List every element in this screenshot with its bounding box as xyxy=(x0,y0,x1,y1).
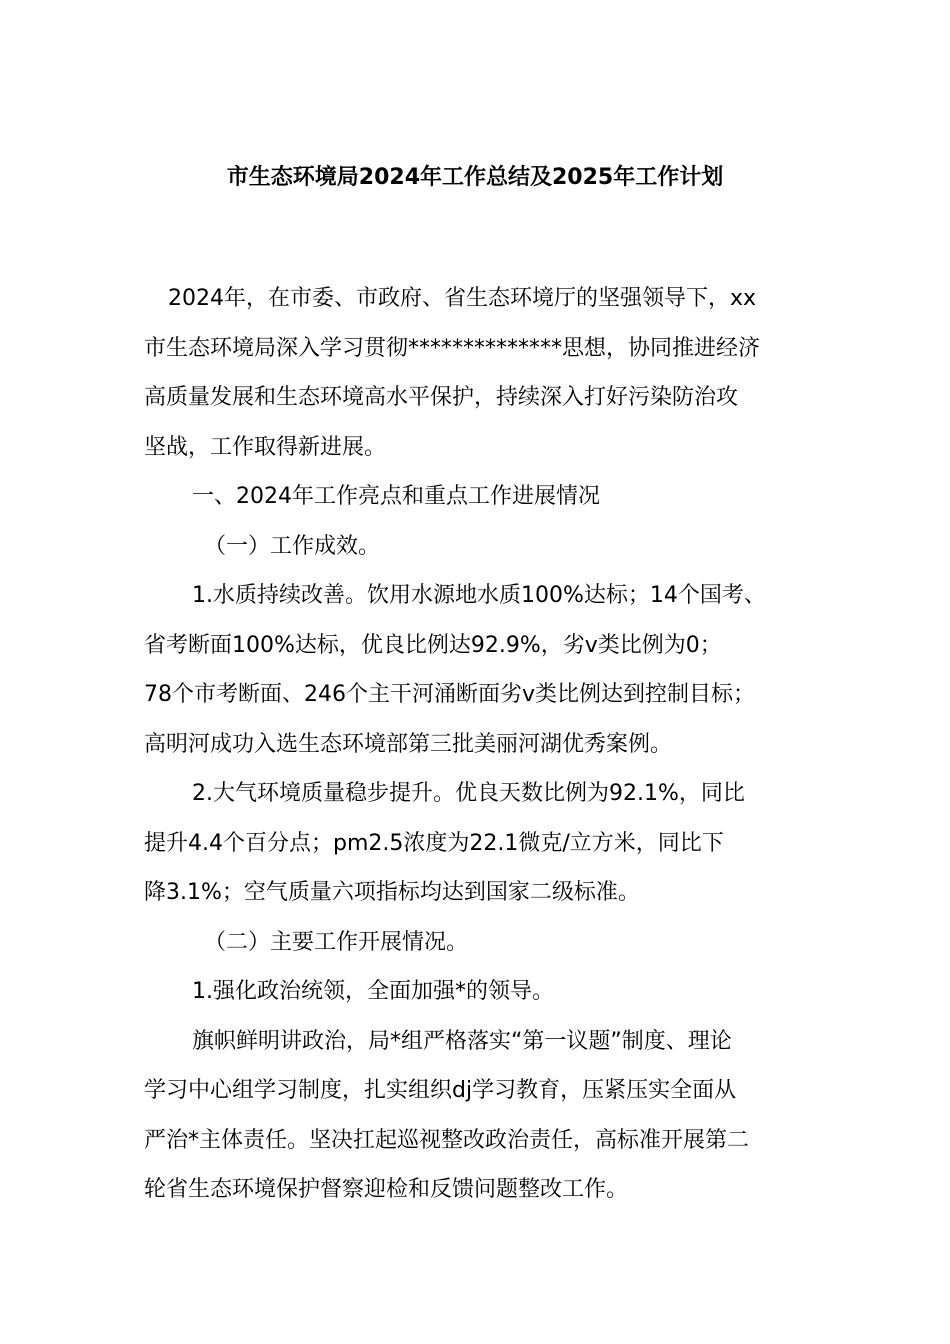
text-line: 坚战，工作取得新进展。 xyxy=(144,434,387,460)
section-heading-1 xyxy=(144,472,814,522)
text-line: 2024年，在市委、市政府、省生态环境厅的坚强领导下，xx xyxy=(168,286,757,311)
heading-line: （一）工作成效。 xyxy=(204,533,381,559)
text-line: 旗帜鲜明讲政治，局*组严格落实“第一议题”制度、理论 xyxy=(192,1028,732,1054)
text-line: 高明河成功入选生态环境部第三批美丽河湖优秀案例。 xyxy=(144,731,673,757)
politics-paragraph xyxy=(144,1017,814,1215)
air-quality-paragraph xyxy=(144,769,814,918)
text-line: 降3.1%；空气质量六项指标均达到国家二级标准。 xyxy=(144,880,640,905)
text-line: 市生态环境局深入学习贯彻**************思想，协同推进经济 xyxy=(144,335,761,361)
text-line: 2.大气环境质量稳步提升。优良天数比例为92.1%，同比 xyxy=(192,781,745,806)
heading-line: 1.强化政治统领，全面加强*的领导。 xyxy=(192,979,554,1004)
item-heading-1 xyxy=(144,967,814,1017)
subsection-heading-1 xyxy=(144,522,814,572)
text-line: 1.水质持续改善。饮用水源地水质100%达标；14个国考、 xyxy=(192,583,766,608)
document-title: 市生态环境局2024年工作总结及2025年工作计划 xyxy=(226,165,724,190)
text-line: 省考断面100%达标，优良比例达92.9%，劣v类比例为0； xyxy=(144,632,722,658)
text-line: 轮省生态环境保护督察迎检和反馈问题整改工作。 xyxy=(144,1177,629,1202)
text-line: 高质量发展和生态环境高水平保护，持续深入打好污染防治攻 xyxy=(144,385,739,410)
water-quality-paragraph xyxy=(144,571,814,769)
heading-line: 一、2024年工作亮点和重点工作进展情况 xyxy=(192,484,600,509)
subsection-heading-2 xyxy=(144,918,814,968)
intro-paragraph xyxy=(144,274,814,472)
text-line: 提升4.4个百分点；pm2.5浓度为22.1微克/立方米，同比下 xyxy=(144,830,724,856)
document-body xyxy=(144,274,814,1215)
text-line: 学习中心组学习制度，扎实组织dj学习教育，压紧压实全面从 xyxy=(144,1078,737,1103)
heading-line: （二）主要工作开展情况。 xyxy=(204,929,469,955)
text-line: 严治*主体责任。坚决扛起巡视整改政治责任，高标准开展第二 xyxy=(144,1127,750,1153)
text-line: 78个市考断面、246个主干河涌断面劣v类比例达到控制目标； xyxy=(144,682,756,707)
